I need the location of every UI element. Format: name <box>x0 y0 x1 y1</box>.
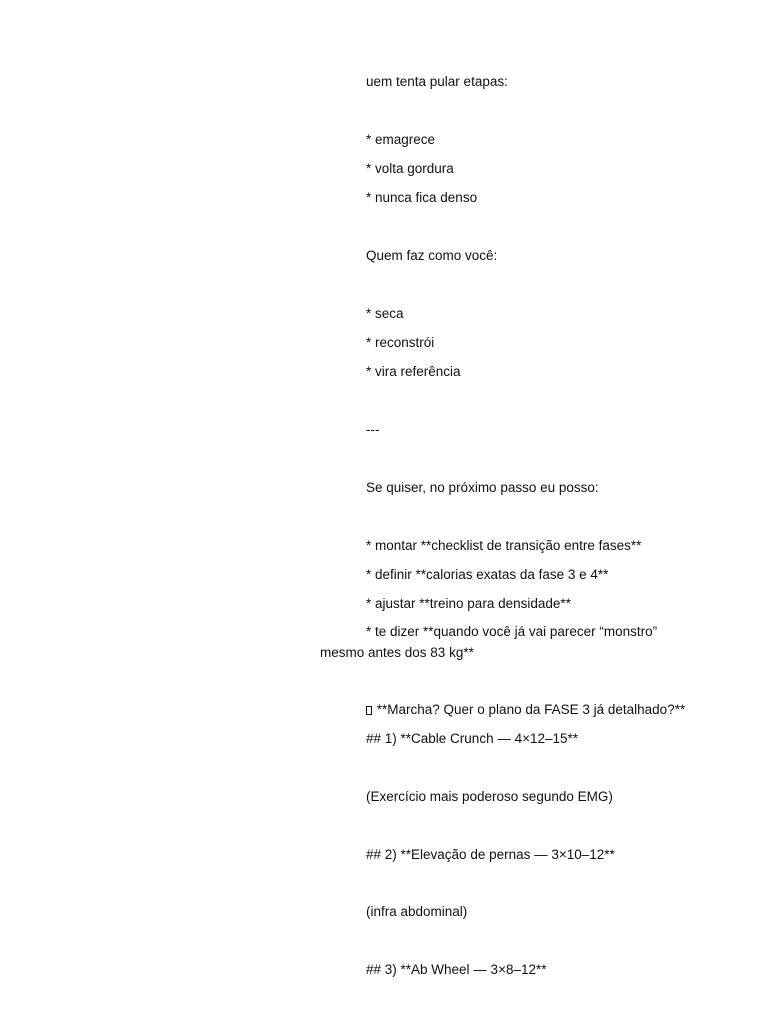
list-item: * te dizer **quando você já vai parecer “monstro” <box>366 624 658 639</box>
section-heading: Quem faz como você: <box>366 248 498 263</box>
list-item: * seca <box>366 306 404 321</box>
exercise-heading: ## 2) **Elevação de pernas — 3×10–12** <box>366 847 615 862</box>
exercise-heading: ## 3) **Ab Wheel — 3×8–12** <box>366 962 547 977</box>
exercise-note: (infra abdominal) <box>366 904 468 919</box>
list-item-continuation: mesmo antes dos 83 kg** <box>320 645 474 660</box>
missing-glyph-icon <box>366 706 372 715</box>
exercise-note: (Exercício mais poderoso segundo EMG) <box>366 789 613 804</box>
list-item: * ajustar **treino para densidade** <box>366 596 571 611</box>
list-item: * nunca fica denso <box>366 190 478 205</box>
exercise-heading: ## 1) **Cable Crunch — 4×12–15** <box>366 731 579 746</box>
list-item: * definir **calorias exatas da fase 3 e 4** <box>366 567 609 582</box>
list-item: * emagrece <box>366 132 436 147</box>
offer-line: Se quiser, no próximo passo eu posso: <box>366 480 599 495</box>
list-item: * reconstrói <box>366 335 435 350</box>
divider-line: --- <box>366 422 380 437</box>
list-item: * vira referência <box>366 364 461 379</box>
list-item: * volta gordura <box>366 161 454 176</box>
question-text: **Marcha? Quer o plano da FASE 3 já detalhado?** <box>373 702 686 717</box>
intro-line: uem tenta pular etapas: <box>366 74 508 89</box>
list-item: * montar **checklist de transição entre fases** <box>366 538 642 553</box>
question-line <box>366 701 685 718</box>
